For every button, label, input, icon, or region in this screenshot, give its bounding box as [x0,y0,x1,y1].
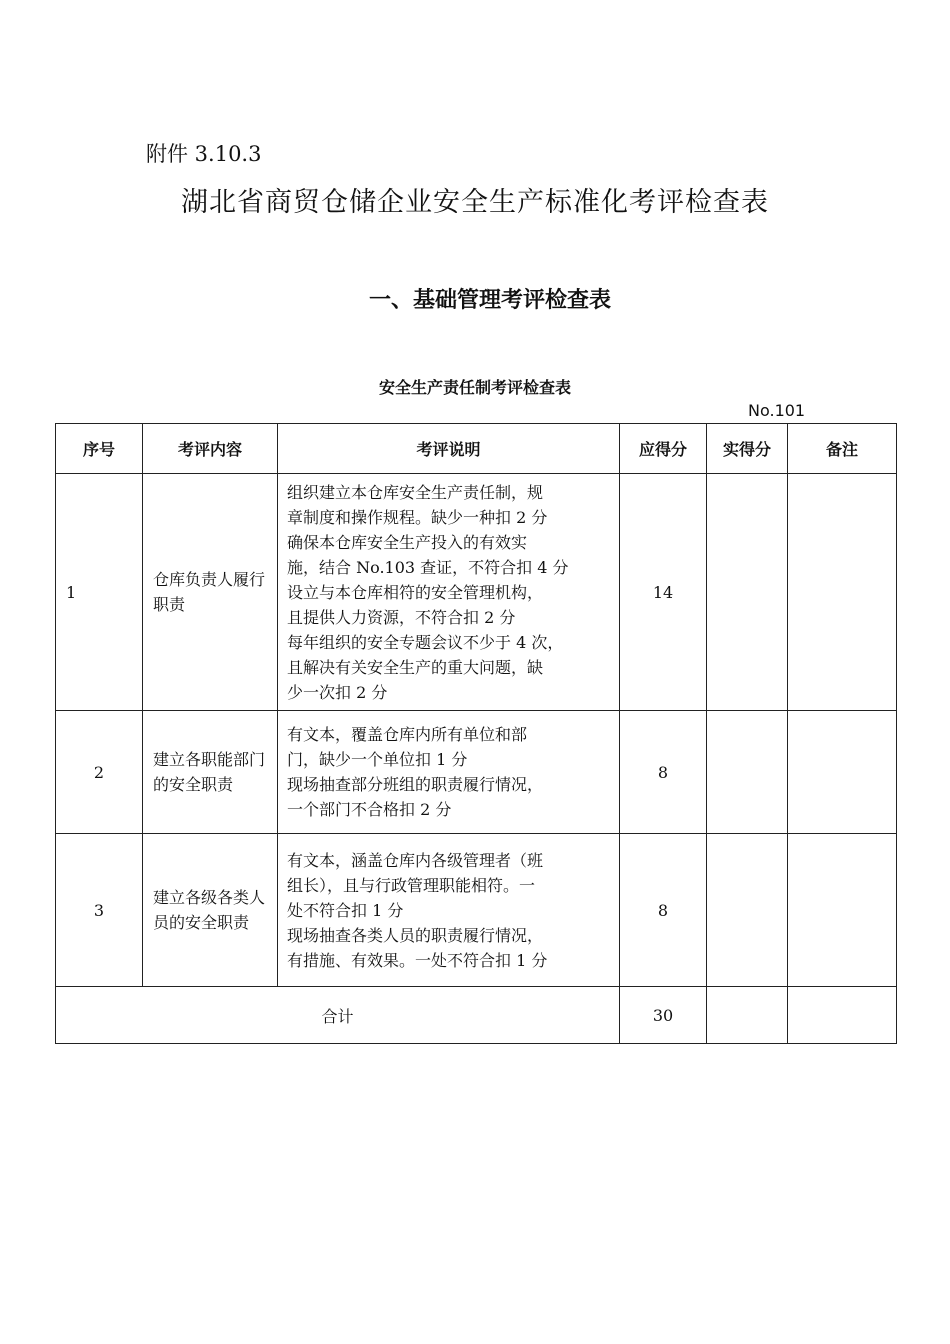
row-index: 3 [56,834,143,987]
description-line: 施，结合 No.103 查证，不符合扣 4 分 [287,557,569,577]
total-remarks [788,987,897,1044]
row-remarks [788,711,897,834]
row-actual-score [707,711,788,834]
row-content: 仓库负责人履行职责 [143,474,278,711]
total-actual-score [707,987,788,1044]
description-line: 设立与本仓库相符的安全管理机构， [287,582,544,602]
description-line: 处不符合扣 1 分 [287,900,404,920]
row-index: 1 [56,474,143,711]
description-line: 门，缺少一个单位扣 1 分 [287,750,468,769]
row-index: 2 [56,711,143,834]
row-remarks [788,834,897,987]
description-line: 现场抽查部分班组的职责履行情况， [287,775,544,794]
checklist-table [55,423,897,1044]
total-label: 合计 [56,987,620,1044]
row-max-score: 14 [620,474,707,711]
description-line: 章制度和操作规程。缺少一种扣 2 分 [287,507,548,527]
description-line: 每年组织的安全专题会议不少于 4 次， [287,632,564,652]
row-description [278,711,620,834]
description-line: 且提供人力资源，不符合扣 2 分 [287,607,516,627]
row-actual-score [707,834,788,987]
table-row [56,474,897,711]
section-title: 一、基础管理考评检查表 [368,288,611,313]
row-max-score: 8 [620,834,707,987]
row-max-score: 8 [620,711,707,834]
header-actual-score: 实得分 [707,424,788,474]
main-title: 湖北省商贸仓储企业安全生产标准化考评检查表 [181,187,769,218]
description-line: 有措施、有效果。一处不符合扣 1 分 [287,950,548,970]
row-content: 建立各职能部门的安全职责 [143,711,278,834]
row-remarks [788,474,897,711]
description-line: 少一次扣 2 分 [287,682,388,702]
row-description [278,834,620,987]
header-description: 考评说明 [278,424,620,474]
description-line: 确保本仓库安全生产投入的有效实 [287,532,528,552]
row-actual-score [707,474,788,711]
description-line: 组织建立本仓库安全生产责任制，规 [287,482,544,502]
attachment-label: 附件 3.10.3 [146,142,262,166]
total-row [56,987,897,1044]
description-line: 有文本，涵盖仓库内各级管理者（班 [287,850,544,870]
table-row [56,834,897,987]
total-max-score: 30 [620,987,707,1044]
header-row [56,424,897,474]
description-line: 现场抽查各类人员的职责履行情况， [287,925,544,945]
description-line: 一个部门不合格扣 2 分 [287,800,452,819]
table-number: No.101 [748,401,806,420]
row-content: 建立各级各类人员的安全职责 [143,834,278,987]
description-line: 且解决有关安全生产的重大问题，缺 [287,657,544,677]
table-title: 安全生产责任制考评检查表 [378,378,571,397]
description-line: 有文本，覆盖仓库内所有单位和部 [287,725,528,744]
header-max-score: 应得分 [620,424,707,474]
row-description [278,474,620,711]
table-row [56,711,897,834]
header-content: 考评内容 [143,424,278,474]
header-index: 序号 [56,424,143,474]
header-remarks: 备注 [788,424,897,474]
description-line: 组长），且与行政管理职能相符。一 [287,875,536,895]
